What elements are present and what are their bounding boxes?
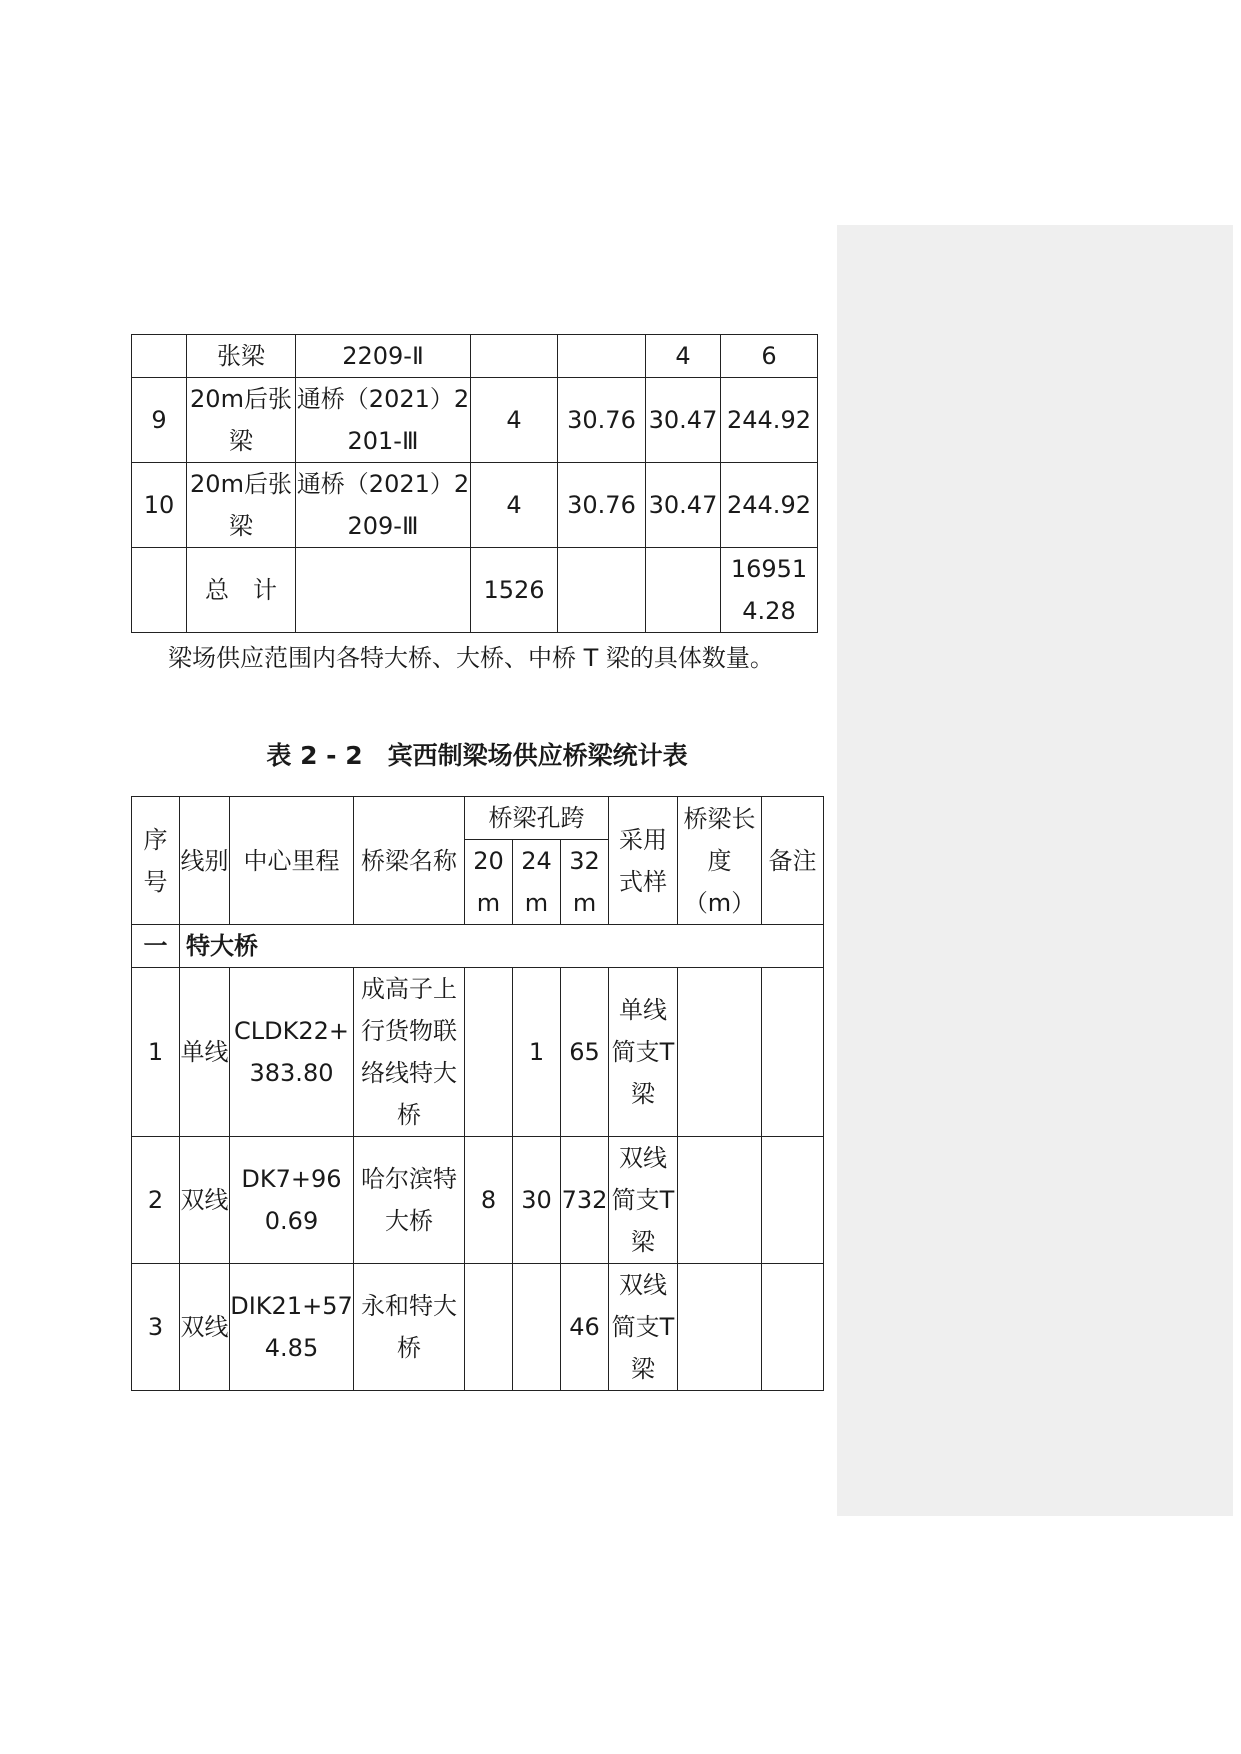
table-row xyxy=(132,968,824,1137)
cell-unit-length xyxy=(558,548,646,633)
cell-no xyxy=(132,335,187,378)
header-span-20: 20m xyxy=(465,840,513,925)
cell-mileage: DIK21+574.85 xyxy=(230,1264,354,1391)
cell-unit-length: 30.76 xyxy=(558,463,646,548)
cell-style: 单线简支T梁 xyxy=(609,968,678,1137)
cell-total: 244.92 xyxy=(721,378,818,463)
table-row xyxy=(132,1264,824,1391)
cell-no: 10 xyxy=(132,463,187,548)
header-span-32: 32m xyxy=(561,840,609,925)
cell-span-20 xyxy=(465,1264,513,1391)
header-length: 桥梁长度（m） xyxy=(678,797,762,925)
cell-count: 4 xyxy=(471,463,558,548)
cell-unit-length xyxy=(558,335,646,378)
cell-no: 1 xyxy=(132,968,180,1137)
cell-beam-type: 20m后张梁 xyxy=(187,378,296,463)
cell-total: 244.92 xyxy=(721,463,818,548)
cell-span-20 xyxy=(465,968,513,1137)
cell-span-24: 30 xyxy=(513,1137,561,1264)
cell-beam-type: 张梁 xyxy=(187,335,296,378)
cell-drawing: 通桥（2021）2209-Ⅲ xyxy=(296,463,471,548)
cell-count xyxy=(471,335,558,378)
cell-line: 单线 xyxy=(180,968,230,1137)
cell-span-24 xyxy=(513,1264,561,1391)
header-bridge-name: 桥梁名称 xyxy=(354,797,465,925)
cell-length xyxy=(678,1264,762,1391)
table-row xyxy=(132,378,818,463)
cell-mileage: CLDK22+383.80 xyxy=(230,968,354,1137)
header-style: 采用式样 xyxy=(609,797,678,925)
cell-span-32: 732 xyxy=(561,1137,609,1264)
table-row xyxy=(132,463,818,548)
table-row xyxy=(132,1137,824,1264)
cell-total: 6 xyxy=(721,335,818,378)
cell-span-length: 4 xyxy=(646,335,721,378)
cell-no: 9 xyxy=(132,378,187,463)
table-row xyxy=(132,335,818,378)
section-number: 一 xyxy=(132,925,180,968)
cell-remark xyxy=(762,968,824,1137)
cell-length xyxy=(678,1137,762,1264)
header-no: 序号 xyxy=(132,797,180,925)
cell-count: 1526 xyxy=(471,548,558,633)
cell-line: 双线 xyxy=(180,1264,230,1391)
table-caption: 表 2 - 2 宾西制梁场供应桥梁统计表 xyxy=(266,741,688,770)
header-row xyxy=(132,797,824,840)
cell-span-24: 1 xyxy=(513,968,561,1137)
section-title: 特大桥 xyxy=(180,925,824,968)
cell-line: 双线 xyxy=(180,1137,230,1264)
cell-length xyxy=(678,968,762,1137)
header-span-group: 桥梁孔跨 xyxy=(465,797,609,840)
cell-beam-type: 20m后张梁 xyxy=(187,463,296,548)
cell-drawing: 通桥（2021）2201-Ⅲ xyxy=(296,378,471,463)
cell-no xyxy=(132,548,187,633)
cell-count: 4 xyxy=(471,378,558,463)
cell-span-length xyxy=(646,548,721,633)
cell-style: 双线简支T梁 xyxy=(609,1264,678,1391)
cell-style: 双线简支T梁 xyxy=(609,1137,678,1264)
header-span-24: 24m xyxy=(513,840,561,925)
bridge-statistics-table xyxy=(131,796,824,1391)
header-mileage: 中心里程 xyxy=(230,797,354,925)
cell-no: 2 xyxy=(132,1137,180,1264)
cell-unit-length: 30.76 xyxy=(558,378,646,463)
table-note: 梁场供应范围内各特大桥、大桥、中桥 T 梁的具体数量。 xyxy=(168,644,774,672)
beam-quantity-table-continued xyxy=(131,334,818,633)
cell-remark xyxy=(762,1264,824,1391)
cell-no: 3 xyxy=(132,1264,180,1391)
cell-span-32: 65 xyxy=(561,968,609,1137)
cell-bridge-name: 成高子上行货物联络线特大桥 xyxy=(354,968,465,1137)
cell-total-label: 总 计 xyxy=(187,548,296,633)
cell-span-length: 30.47 xyxy=(646,378,721,463)
header-line: 线别 xyxy=(180,797,230,925)
cell-drawing: 2209-Ⅱ xyxy=(296,335,471,378)
cell-span-32: 46 xyxy=(561,1264,609,1391)
cell-total: 169514.28 xyxy=(721,548,818,633)
cell-bridge-name: 永和特大桥 xyxy=(354,1264,465,1391)
section-row xyxy=(132,925,824,968)
comment-margin-panel xyxy=(837,225,1233,1516)
cell-span-20: 8 xyxy=(465,1137,513,1264)
cell-drawing xyxy=(296,548,471,633)
cell-span-length: 30.47 xyxy=(646,463,721,548)
cell-bridge-name: 哈尔滨特大桥 xyxy=(354,1137,465,1264)
cell-mileage: DK7+960.69 xyxy=(230,1137,354,1264)
header-remark: 备注 xyxy=(762,797,824,925)
table-row-total xyxy=(132,548,818,633)
cell-remark xyxy=(762,1137,824,1264)
